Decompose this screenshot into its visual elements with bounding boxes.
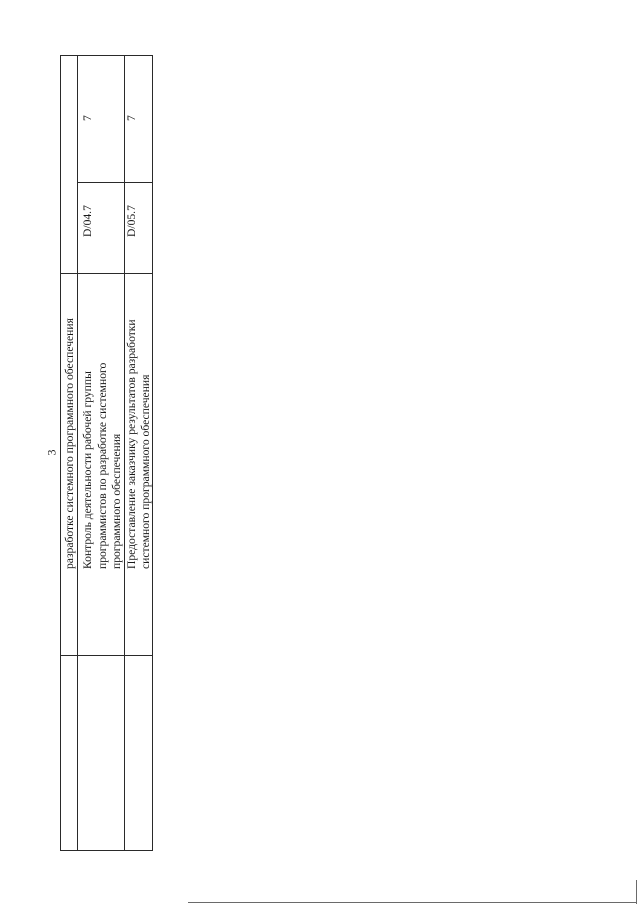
scan-edge-line — [188, 902, 636, 903]
table-cell-text: разработке системного программного обеспечения — [63, 318, 76, 569]
table-border-line — [60, 55, 153, 56]
table-cell-code: D/05.7 — [125, 205, 138, 237]
row-separator-line — [77, 55, 78, 851]
table-cell-text: программного обеспечения — [110, 433, 123, 569]
column-separator-line — [60, 655, 153, 656]
table-cell-text: программистов по разработке системного — [96, 362, 109, 569]
table-cell-text: системного программного обеспечения — [139, 374, 152, 569]
table-cell-text: Предоставление заказчику результатов разработки — [125, 319, 138, 569]
table-cell-code: D/04.7 — [81, 205, 94, 237]
table-cell-level: 7 — [125, 115, 138, 121]
table-cell-level: 7 — [81, 115, 94, 121]
rotated-table — [60, 55, 153, 851]
page-number: 3 — [44, 449, 59, 456]
table-border-line — [60, 850, 153, 851]
column-separator-line — [60, 273, 153, 274]
table-cell-text: Контроль деятельности рабочей группы — [81, 371, 94, 569]
column-separator-line — [77, 182, 153, 183]
scan-edge-line — [636, 880, 637, 904]
table-border-line — [152, 55, 153, 851]
table-border-line — [60, 55, 61, 851]
